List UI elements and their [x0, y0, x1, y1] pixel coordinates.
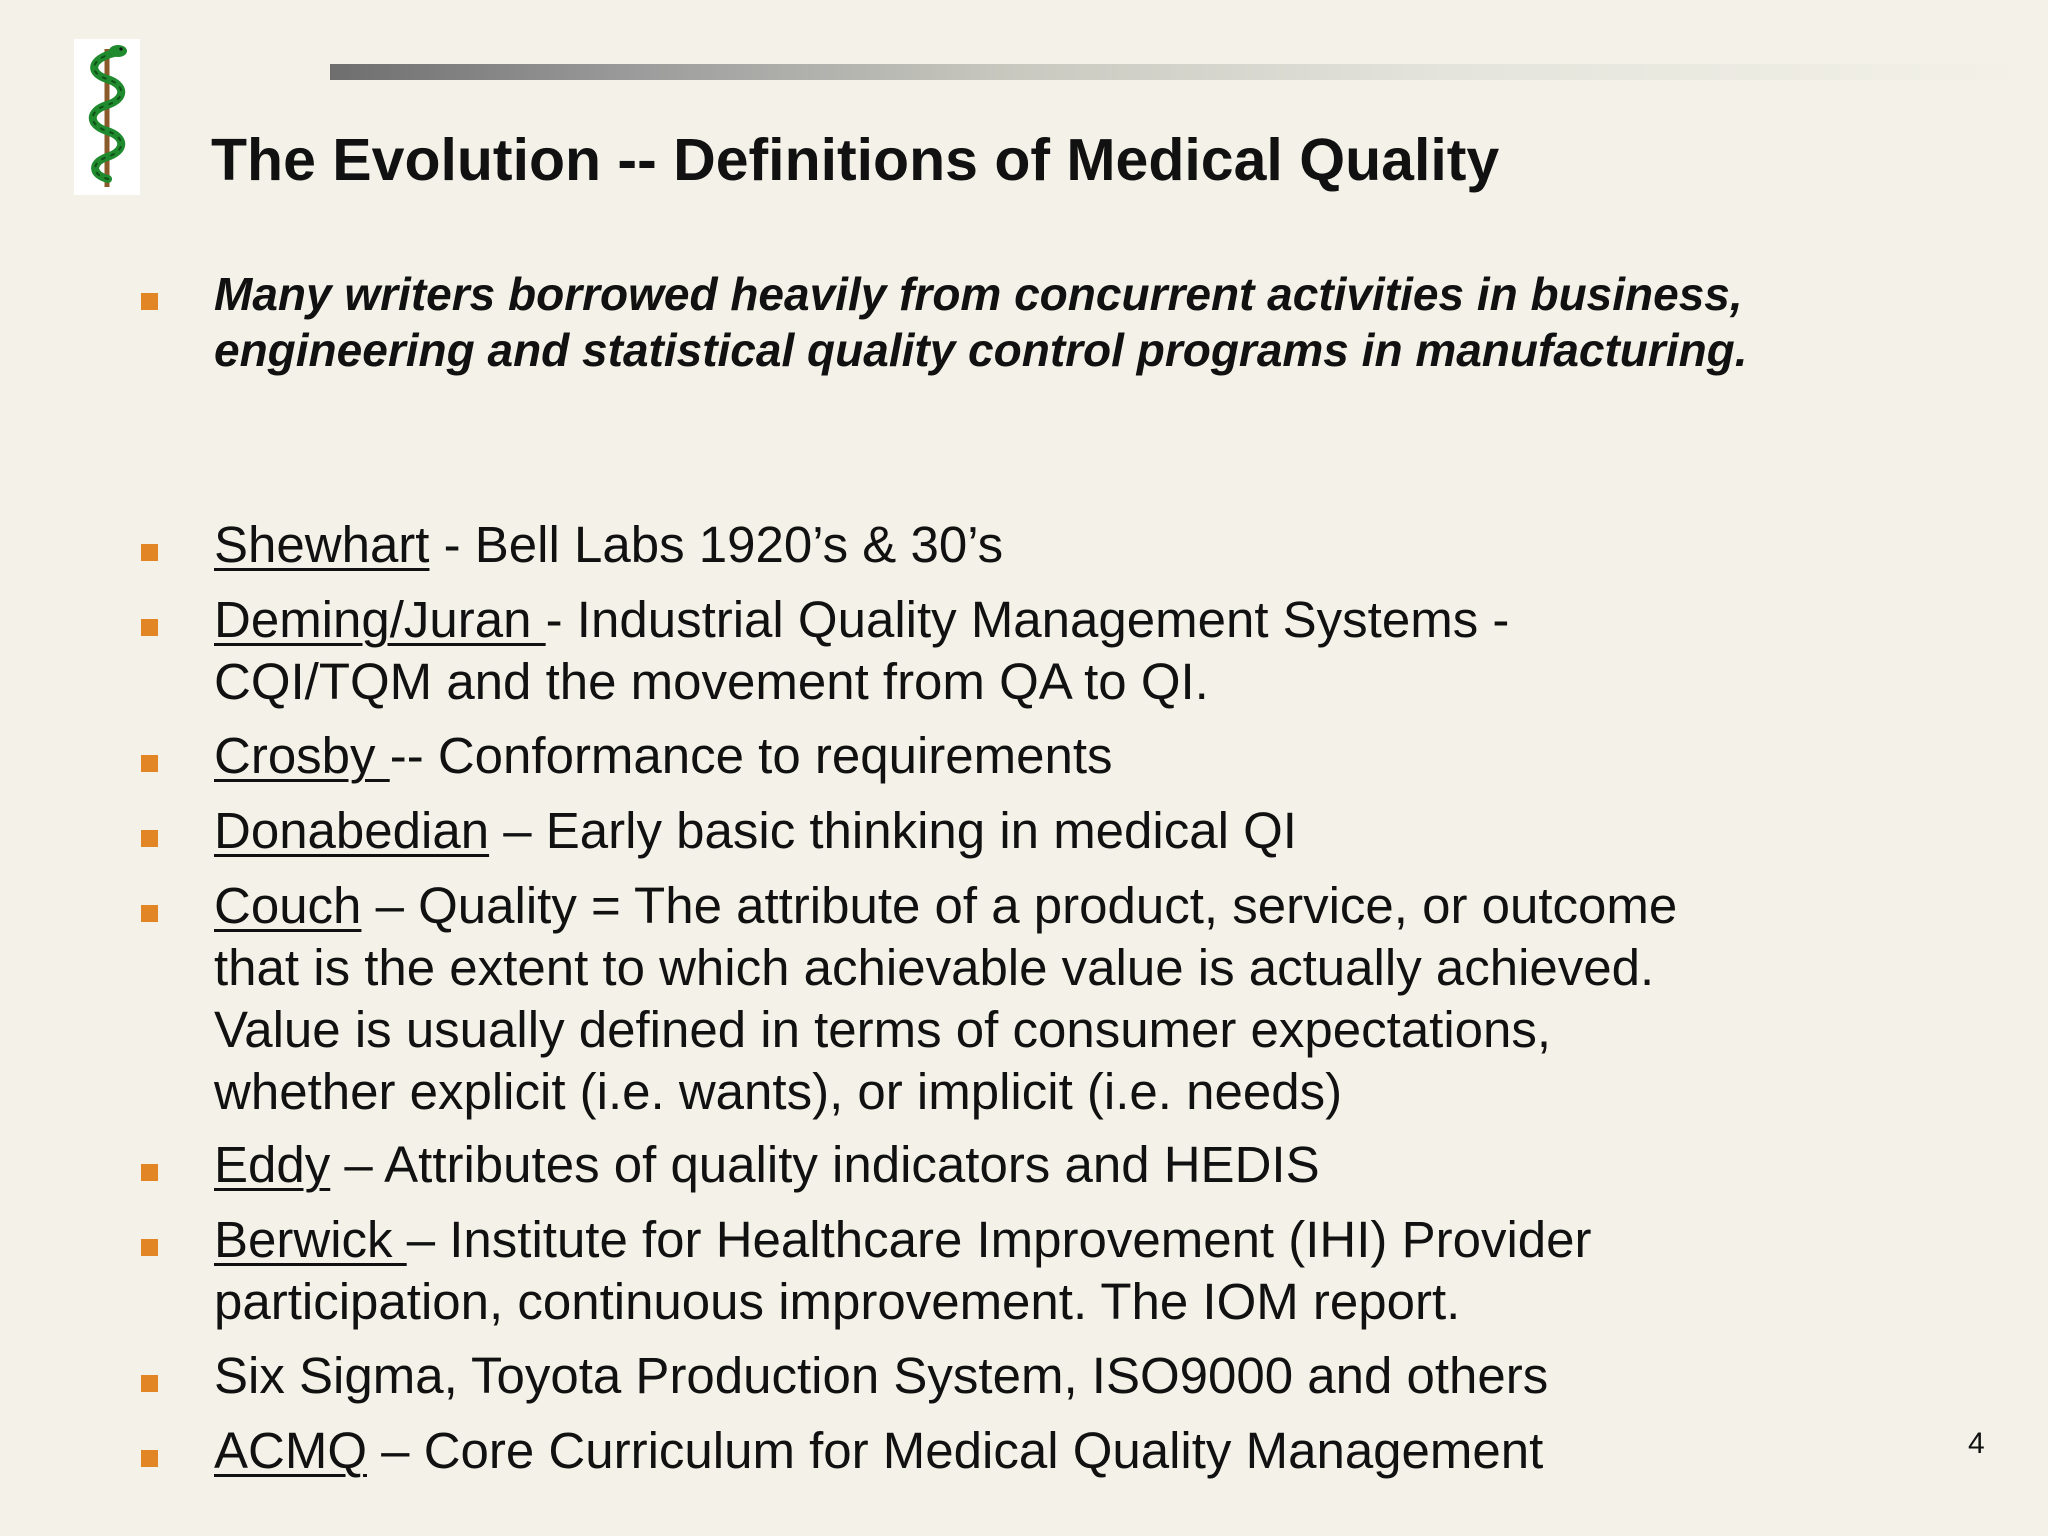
name-shewhart: Shewhart: [214, 516, 430, 573]
bullet-marker: [141, 830, 158, 847]
item-description: – Quality = The attribute of a product, service, or outcome: [361, 877, 1678, 934]
page-title: The Evolution -- Definitions of Medical Quality: [211, 127, 1500, 193]
name-berwick: Berwick: [214, 1211, 407, 1268]
item-description: Six Sigma, Toyota Production System, ISO9000 and others: [214, 1347, 1549, 1404]
item-description: - Industrial Quality Management Systems -: [545, 591, 1510, 648]
bullet-marker: [141, 1239, 158, 1256]
bullet-marker: [141, 905, 158, 922]
bullet-marker: [141, 544, 158, 561]
name-couch: Couch: [214, 877, 362, 934]
item-description: – Early basic thinking in medical QI: [489, 802, 1297, 859]
intro-text: Many writers borrowed heavily from concurrent activities in business, engineering and statistical quality control programs in manufacturing.: [214, 268, 1748, 376]
bullet-marker: [141, 1375, 158, 1392]
item-description-continued: CQI/TQM and the movement from QA to QI.: [214, 653, 1209, 710]
name-donabedian: Donabedian: [214, 802, 490, 859]
item-description-continued: that is the extent to which achievable value is actually achieved.: [214, 939, 1655, 996]
item-description: - Bell Labs 1920’s & 30’s: [429, 516, 1004, 573]
name-eddy: Eddy: [214, 1136, 331, 1193]
item-description: -- Conformance to requirements: [389, 727, 1113, 784]
name-acmq: ACMQ: [214, 1422, 367, 1479]
bullet-marker: [141, 619, 158, 636]
item-description: – Core Curriculum for Medical Quality Management: [367, 1422, 1544, 1479]
bullet-marker: [141, 755, 158, 772]
page-number: 4: [1968, 1427, 1985, 1460]
item-description: – Attributes of quality indicators and HEDIS: [330, 1136, 1320, 1193]
item-description: – Institute for Healthcare Improvement (IHI) Provider: [406, 1211, 1592, 1268]
name-deming-juran: Deming/Juran: [214, 591, 546, 648]
item-description-continued: whether explicit (i.e. wants), or implicit (i.e. needs): [214, 1063, 1343, 1120]
item-description-continued: Value is usually defined in terms of consumer expectations,: [214, 1001, 1552, 1058]
bullet-marker: [141, 1450, 158, 1467]
name-crosby: Crosby: [214, 727, 390, 784]
bullet-marker: [141, 293, 158, 310]
bullet-marker: [141, 1164, 158, 1181]
item-description-continued: participation, continuous improvement. The IOM report.: [214, 1273, 1461, 1330]
